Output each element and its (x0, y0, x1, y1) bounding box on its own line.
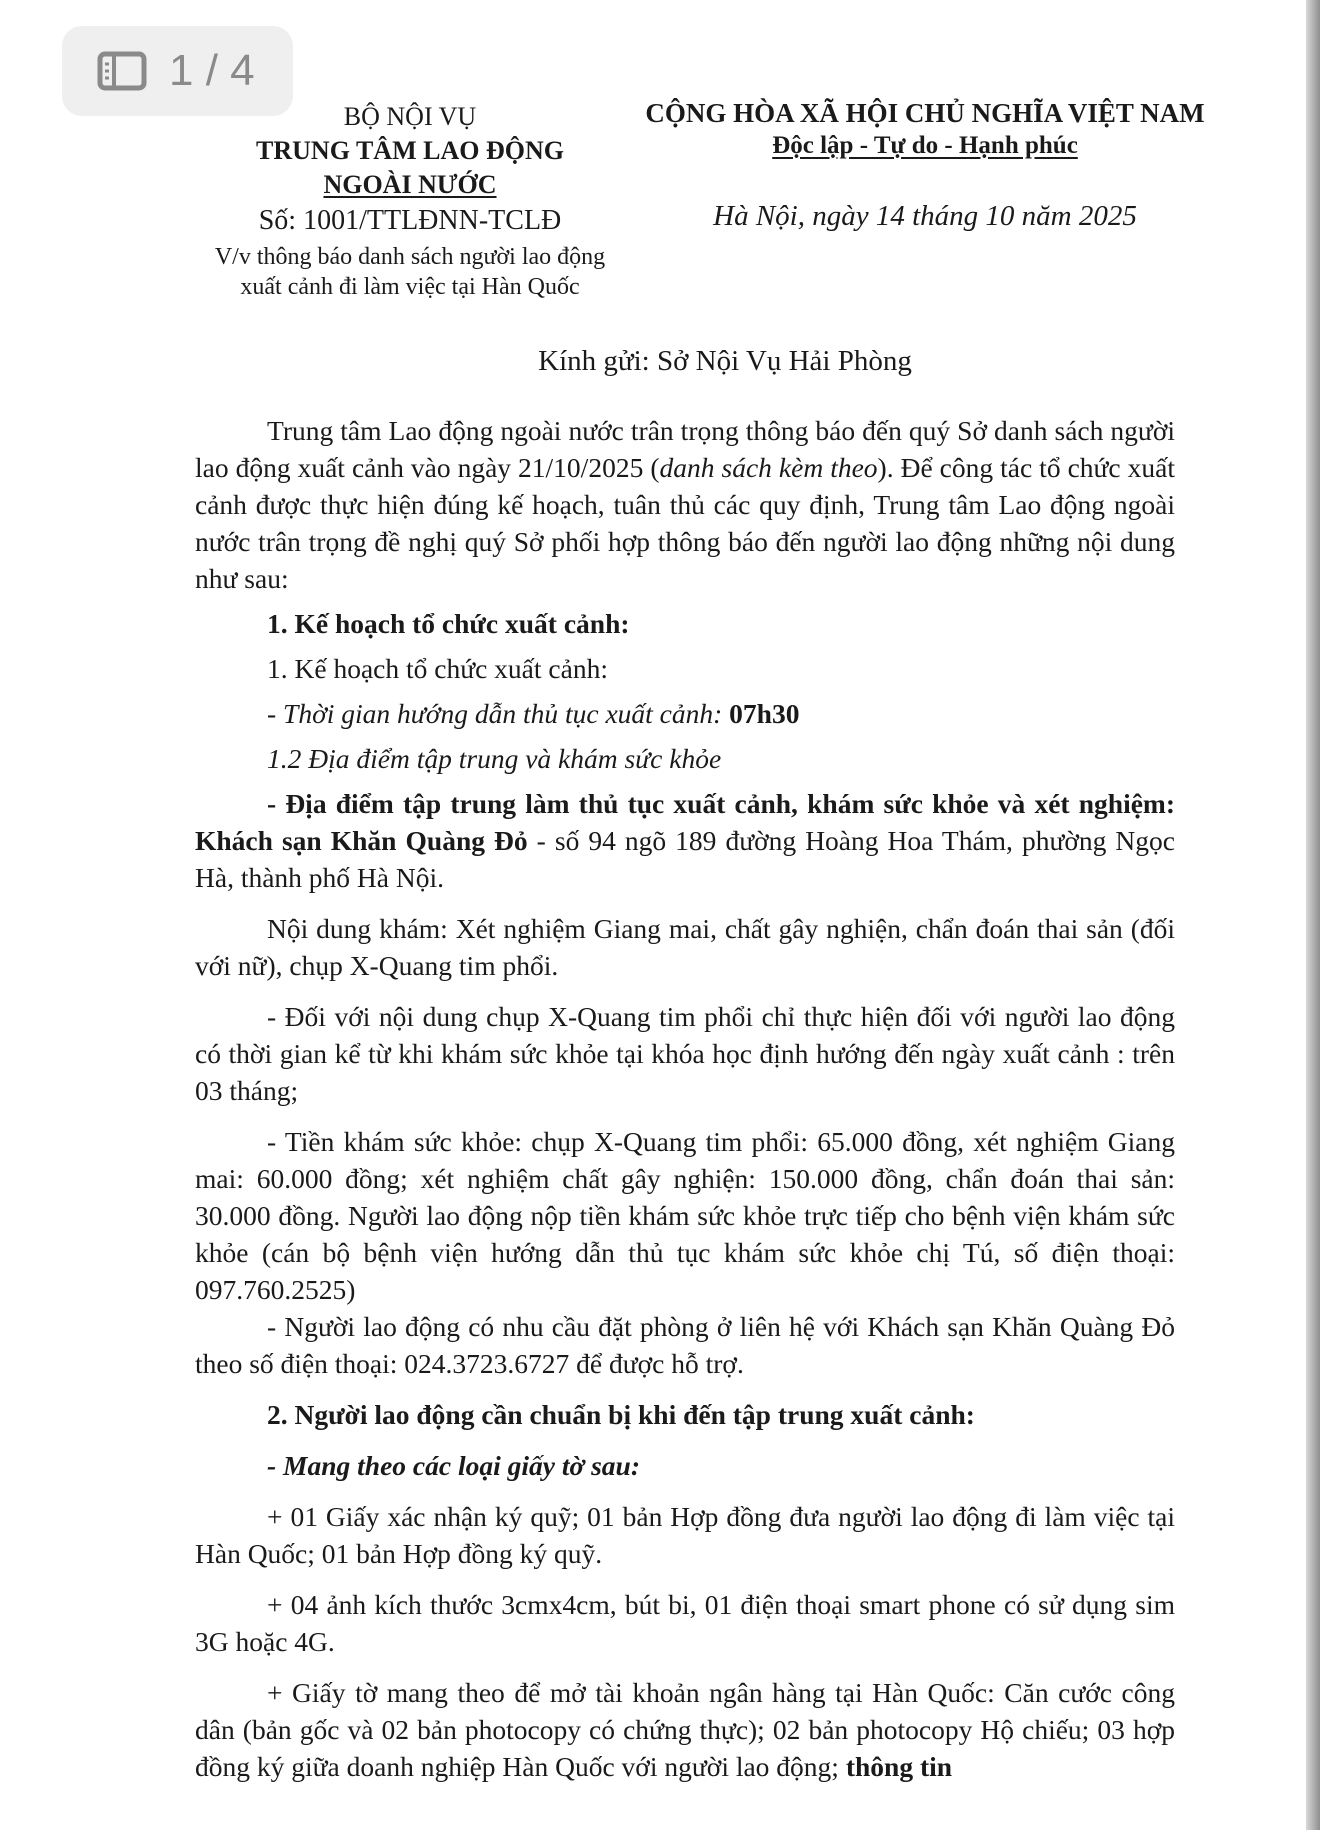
subject-line2: xuất cảnh đi làm việc tại Hàn Quốc (240, 274, 580, 300)
section2-heading: 2. Người lao động cần chuẩn bị khi đến tập trung xuất cảnh: (267, 1399, 975, 1430)
document-item-2: + 04 ảnh kích thước 3cmx4cm, bút bi, 01 điện thoại smart phone có sử dụng sim 3G hoặc 4G. (195, 1589, 1175, 1657)
subject-line1: V/v thông báo danh sách người lao động (214, 244, 606, 270)
section12-heading: 1.2 Địa điểm tập trung và khám sức khỏe (267, 743, 722, 774)
document-number: Số: 1001/TTLĐNN-TCLĐ (258, 205, 562, 236)
location-rest: - số 94 ngõ 189 đường Hoàng Hoa Thám, phường Ngọc Hà, thành phố Hà Nội. (195, 825, 1175, 893)
center-name-line2: NGOÀI NƯỚC (323, 170, 497, 199)
national-header (640, 96, 1210, 233)
exam-content: Nội dung khám: Xét nghiệm Giang mai, chất gây nghiện, chẩn đoán thai sản (đối với nữ), chụp X-Quang tim phổi. (195, 913, 1175, 981)
guidance-time (195, 695, 1175, 732)
location-bold: - Địa điểm tập trung làm thủ tục xuất cảnh, khám sức khỏe và xét nghiệm: Khách sạn Khăn Quàng Đỏ (195, 788, 1175, 856)
intro-text-b: ). Để công tác tổ chức xuất cảnh được thực hiện đúng kế hoạch, tuân thủ các quy định, Trung tâm Lao động ngoài nước trân trọng đề nghị quý Sở phối hợp thông báo đến người lao động những nội dung như sau: (195, 452, 1175, 594)
national-motto: Độc lập - Tự do - Hạnh phúc (772, 132, 1078, 159)
document-item-3 (195, 1674, 1175, 1785)
page-edge-shadow (1306, 0, 1320, 1830)
room-booking: - Người lao động có nhu cầu đặt phòng ở liên hệ với Khách sạn Khăn Quàng Đỏ theo số điện thoại: 024.3723.6727 để được hỗ trợ. (195, 1311, 1175, 1379)
xray-note: - Đối với nội dung chụp X-Quang tim phổi chỉ thực hiện đối với người lao động có thời gian kể từ khi khám sức khỏe tại khóa học định hướng đến ngày xuất cảnh : trên 03 tháng; (195, 1001, 1175, 1106)
guidance-time-value: 07h30 (729, 698, 800, 729)
page-indicator-text: 1 / 4 (169, 46, 255, 95)
intro-text-a: Trung tâm Lao động ngoài nước trân trọng thông báo đến quý Sở danh sách người lao động xuất cảnh vào ngày 21/10/2025 ( (195, 415, 1175, 483)
page-view-icon[interactable] (97, 51, 147, 91)
section1-heading: 1. Kế hoạch tổ chức xuất cảnh: (267, 608, 630, 639)
document-item-3-text: + Giấy tờ mang theo để mở tài khoản ngân hàng tại Hàn Quốc: Căn cước công dân (bản gốc và 02 bản photocopy có chứng thực); 02 bản photocopy Hộ chiếu; 03 hợp đồng ký giữa doanh nghiệp Hàn Quốc với người lao động; (195, 1677, 1175, 1782)
recipient-line: Kính gửi: Sở Nội Vụ Hải Phòng (538, 345, 912, 377)
center-name-line1: TRUNG TÂM LAO ĐỘNG (256, 136, 564, 165)
documents-heading: - Mang theo các loại giấy tờ sau: (267, 1450, 641, 1481)
location-paragraph (195, 785, 1175, 896)
intro-text-italic: danh sách kèm theo (659, 452, 878, 483)
ministry-name: BỘ NỘI VỤ (343, 102, 477, 131)
document-item-3-bold: thông tin (845, 1751, 953, 1782)
intro-paragraph (195, 412, 1175, 597)
document-item-1: + 01 Giấy xác nhận ký quỹ; 01 bản Hợp đồng đưa người lao động đi làm việc tại Hàn Quốc; 01 bản Hợp đồng ký quỹ. (195, 1501, 1175, 1569)
section1-subheading: 1. Kế hoạch tổ chức xuất cảnh: (267, 653, 608, 684)
document-date: Hà Nội, ngày 14 tháng 10 năm 2025 (713, 200, 1137, 232)
guidance-time-label: - Thời gian hướng dẫn thủ tục xuất cảnh: (267, 698, 730, 729)
nation-name: CỘNG HÒA XÃ HỘI CHỦ NGHĨA VIỆT NAM (645, 98, 1205, 128)
exam-fees: - Tiền khám sức khỏe: chụp X-Quang tim phổi: 65.000 đồng, xét nghiệm Giang mai: 60.000 đồng; xét nghiệm chất gây nghiện: 150.000 đồng, chẩn đoán thai sản: 30.000 đồng. Người lao động nộp tiền khám sức khỏe trực tiếp cho bệnh viện khám sức khỏe (cán bộ bệnh viện hướng dẫn thủ tục khám sức khỏe chị Tú, số điện thoại: 097.760.2525) (195, 1126, 1175, 1305)
document-body (195, 412, 1175, 1785)
issuer-block (200, 100, 620, 302)
